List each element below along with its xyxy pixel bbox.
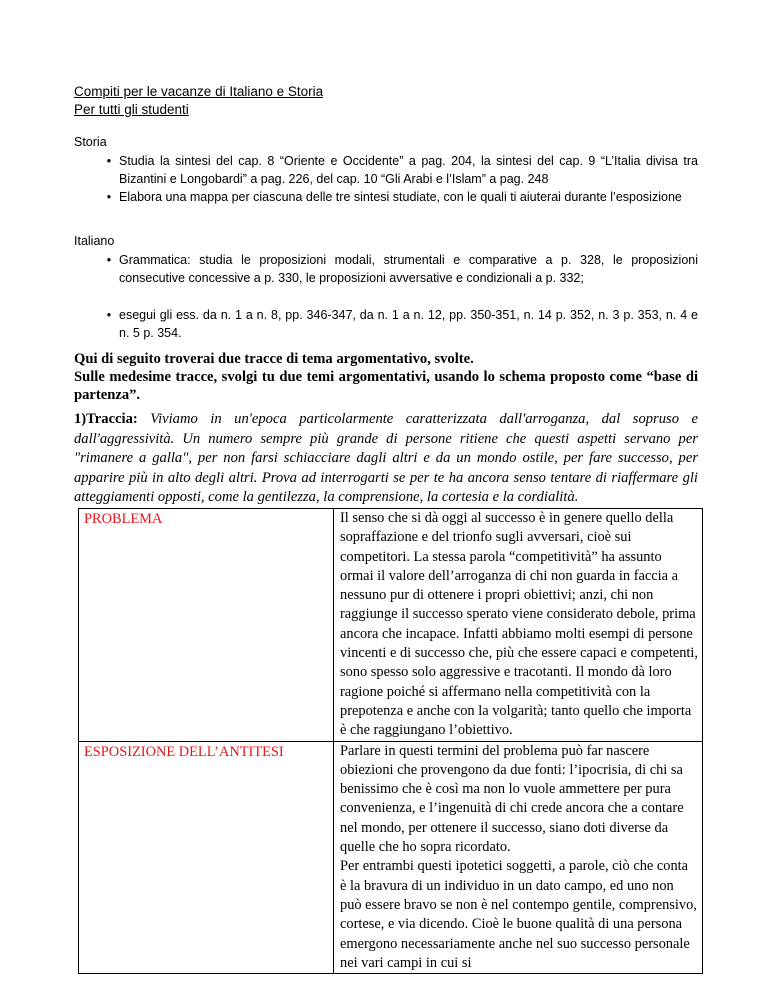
traccia-text: Viviamo in un'epoca particolarmente caratterizzata dall'arroganza, dal sopruso e dall'aggressività. Un numero sempre più grande di persone ritiene che questi aspetti servano per "rimanere a galla", per non farsi schiacciare dagli altri e da un mondo ostile, per fare successo, per apparire più in alto degli altri. Prova ad interrogarti se per te ha ancora senso tentare di riaffermare gli atteggiamenti opposti, come la gentilezza, la comprensione, la cortesia e la cordialità. — [74, 411, 698, 506]
row-label-antitesi: ESPOSIZIONE DELL’ANTITESI — [79, 741, 334, 974]
italiano-item-1-text: Grammatica: studia le proposizioni modali, strumentali e comparative a p. 328, le proposizioni consecutive concessive a p. 330, le proposizioni avversative e condizionali a p. 332; — [119, 253, 698, 285]
italiano-item-1 — [74, 251, 698, 287]
table-row — [79, 509, 703, 742]
italiano-label: Italiano — [74, 234, 115, 248]
bullet-icon: • — [106, 308, 112, 322]
row-text-antitesi — [334, 741, 703, 974]
italiano-item-2 — [74, 306, 698, 342]
antitesi-paragraph-2: Per entrambi questi ipotetici soggetti, a parole, ciò che conta è la bravura di un individuo in un dato campo, ed uno non può essere bravo se non è nel contempo gentile, comprensivo, cortese, e via dicendo. Cioè le buone qualità di una persona emergono necessariamente anche nel suo successo personale nei vari campi in cui si — [340, 858, 697, 971]
bullet-icon: • — [106, 253, 112, 267]
storia-item-2-text: Elabora una mappa per ciascuna delle tre sintesi studiate, con le quali ti aiuterai durante l’esposizione — [119, 190, 682, 204]
storia-item-1 — [74, 152, 698, 188]
essay-scheme-table — [78, 508, 703, 974]
traccia-number: 1)Traccia: — [74, 411, 138, 427]
storia-item-1-text: Studia la sintesi del cap. 8 “Oriente e Occidente” a pag. 204, la sintesi del cap. 9 “L’Italia divisa tra Bizantini e Longobardi” a pag. 226, del cap. 10 “Gli Arabi e l’Islam” a pag. 248 — [119, 154, 698, 186]
traccia-1 — [74, 410, 698, 508]
intro-line-1: Qui di seguito troverai due tracce di tema argomentativo, svolte. — [74, 351, 474, 367]
storia-label: Storia — [74, 135, 107, 149]
heading-line-1: Compiti per le vacanze di Italiano e Storia — [74, 84, 324, 99]
bullet-icon: • — [106, 190, 112, 204]
row-text-problema: Il senso che si dà oggi al successo è in genere quello della sopraffazione e del trionfo sugli avversari, cioè sui competitori. La stessa parola “competitività” ha assunto ormai il valore dell’arroganza di chi non guarda in faccia a nessuno pur di ottenere i propri obiettivi; anzi, chi non raggiunge il successo sperato viene considerato debole, prima ancora che incapace. Infatti abbiamo molti esempi di persone vincenti e di successo che, più che essere capaci e competenti, sono spesso solo aggressive e tracotanti. Il mondo dà loro ragione poiché si affermano nella competitività con la prepotenza e anche con la volgarità; tanto quello che importa è che raggiungano l’obiettivo. — [334, 509, 703, 742]
heading-line-2: Per tutti gli studenti — [74, 102, 189, 117]
row-label-problema: PROBLEMA — [79, 509, 334, 742]
antitesi-paragraph-1: Parlare in questi termini del problema può far nascere obiezioni che provengono da due fonti: l’ipocrisia, di chi sa benissimo che è così ma non lo vuole ammettere per pura convenienza, e l’ingenuità di chi crede ancora che a contare nel mondo, per ottenere il successo, siano doti diverse da quelle che ho sopra ricordato. — [340, 742, 684, 856]
italiano-item-2-text: esegui gli ess. da n. 1 a n. 8, pp. 346-347, da n. 1 a n. 12, pp. 350-351, n. 14 p. 352, n. 3 p. 353, n. 4 e n. 5 p. 354. — [119, 308, 698, 340]
storia-item-2 — [74, 188, 698, 206]
table-row — [79, 741, 703, 974]
bullet-icon: • — [106, 154, 112, 168]
intro-line-2: Sulle medesime tracce, svolgi tu due temi argomentativi, usando lo schema proposto come “base di partenza”. — [74, 369, 698, 403]
